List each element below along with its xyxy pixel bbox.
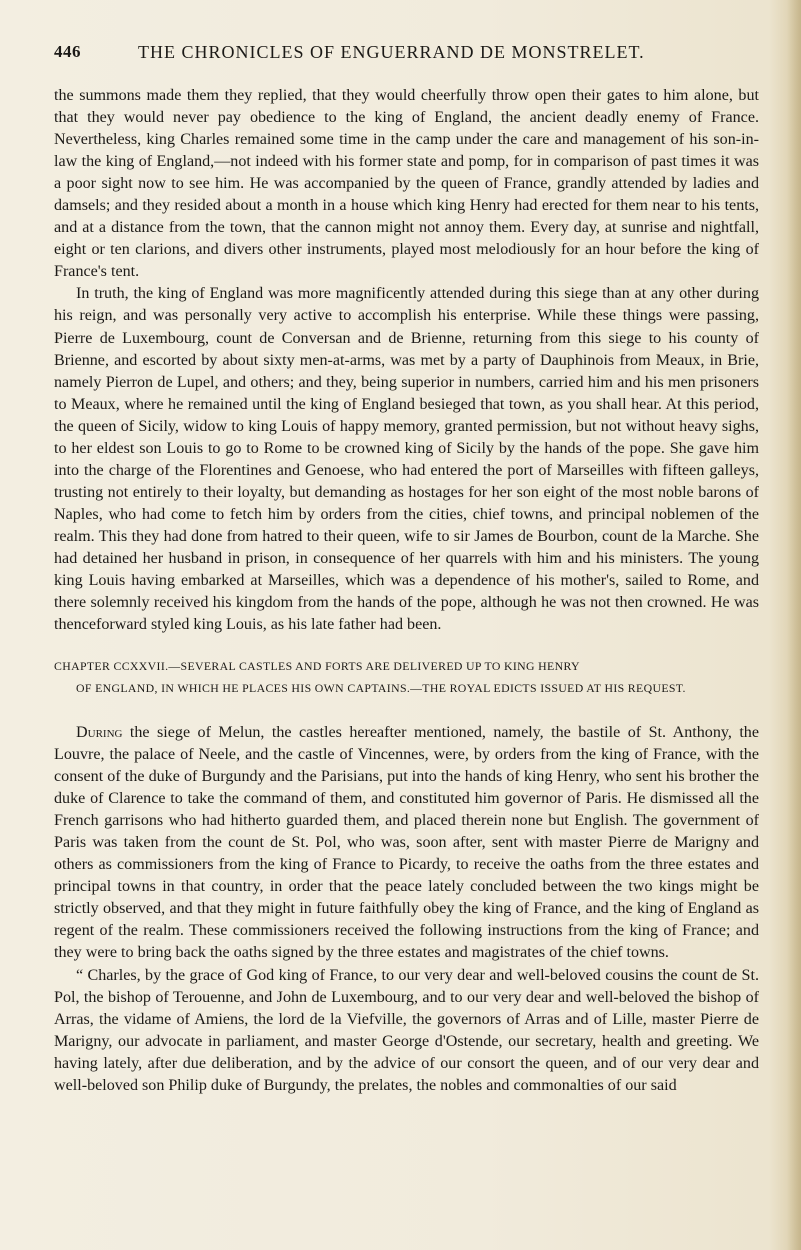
body-text-top xyxy=(54,85,759,636)
paragraph: “ Charles, by the grace of God king of France, to our very dear and well-beloved cousins the count de St. Pol, the bishop of Terouenne, and John de Luxembourg, and to our very dear and well-beloved the bishop of Arras, the vidame of Amiens, the lord de la Viefville, the governors of Arras and of Lille, master Pierre de Marigny, our advocate in parliament, and master George d'Ostende, our secretary, health and greeting. We having lately, after due deliberation, and by the advice of our consort the queen, and of our very dear and well-beloved son Philip duke of Burgundy, the prelates, the nobles and commonalties of our said xyxy=(54,966,759,1094)
body-text-bottom xyxy=(54,722,759,1097)
lead-word: During xyxy=(76,724,123,741)
paragraph: In truth, the king of England was more magnificently attended during this siege than at any other during his reign, and was personally very active to accomplish his enterprise. While these things were passing, Pierre de Luxembourg, count de Conversan and de Brienne, returning from this siege to his county of Brienne, and escorted by about sixty men-at-arms, was met by a party of Dauphinois from Meaux, in Brie, namely Pierron de Lupel, and others; and they, being superior in numbers, carried him and his men prisoners to Meaux, where he remained until the king of England besieged that town, as you shall hear. At this period, the queen of Sicily, widow to king Louis of happy memory, granted permission, but not without heavy sighs, to her eldest son Louis to go to Rome to be crowned king of Sicily by the hands of the pope. She gave him into the charge of the Florentines and Genoese, who had entered the port of Marseilles with fifteen galleys, trusting not entirely to their loyalty, but demanding as hostages for her son eight of the most noble barons of Naples, who had come to fetch him by orders from the cities, chief towns, and principal noblemen of the realm. This they had done from hatred to their queen, wife to sir James de Bourbon, count de la Marche. She had detained her husband in prison, in consequence of her quarrels with him and his ministers. The young king Louis having embarked at Marseilles, which was a dependence of his mother's, sailed to Rome, and there solemnly received his kingdom from the hands of the pope, although he was not then crowned. He was thenceforward styled king Louis, as his late father had been. xyxy=(54,285,759,634)
page-header xyxy=(54,42,759,72)
chapter-heading-continuation: OF ENGLAND, IN WHICH HE PLACES HIS OWN CAPTAINS.—THE ROYAL EDICTS ISSUED AT HIS REQUEST. xyxy=(76,681,686,695)
running-head: THE CHRONICLES OF ENGUERRAND DE MONSTRELET. xyxy=(138,42,645,62)
paragraph: During the siege of Melun, the castles hereafter mentioned, namely, the bastile of St. Anthony, the Louvre, the palace of Neele, and the castle of Vincennes, were, by orders from the king of France, with the consent of the duke of Burgundy and the Parisians, put into the hands of king Henry, who sent his brother the duke of Clarence to take the command of them, and constituted him governor of Paris. He dismissed all the French garrisons who had hitherto guarded them, and placed therein none but English. The government of Paris was taken from the count de St. Pol, who was, soon after, sent with master Pierre de Marigny and others as commissioners from the king of France to Picardy, to receive the oaths from the three estates and principal towns in that country, in order that the peace lately concluded between the two kings might be strictly observed, and that they might in future faithfully obey the king of France, and the king of England as regent of the realm. These commissioners received the following instructions from the king of France; and they were to bring back the oaths signed by the three estates and magistrates of the chief towns. xyxy=(54,724,759,962)
page-number: 446 xyxy=(54,42,81,61)
chapter-heading xyxy=(54,655,759,699)
chapter-heading-line: CHAPTER CCXXVII.—SEVERAL CASTLES AND FORTS ARE DELIVERED UP TO KING HENRY xyxy=(54,659,580,673)
page-edge-shadow xyxy=(787,0,801,1250)
paragraph: the summons made them they replied, that they would cheerfully throw open their gates to him alone, but that they would never pay obedience to the king of England, the ancient deadly enemy of France. Nevertheless, king Charles remained some time in the camp under the care and management of his son-in-law the king of England,—not indeed with his former state and pomp, for in comparison of past times it was a poor sight now to see him. He was accompanied by the queen of France, grandly attended by ladies and damsels; and they resided about a month in a house which king Henry had erected for them near to his tents, and at a distance from the town, that the cannon might not annoy them. Every day, at sunrise and nightfall, eight or ten clarions, and divers other instruments, played most melodiously for an hour before the king of France's tent. xyxy=(54,87,759,281)
